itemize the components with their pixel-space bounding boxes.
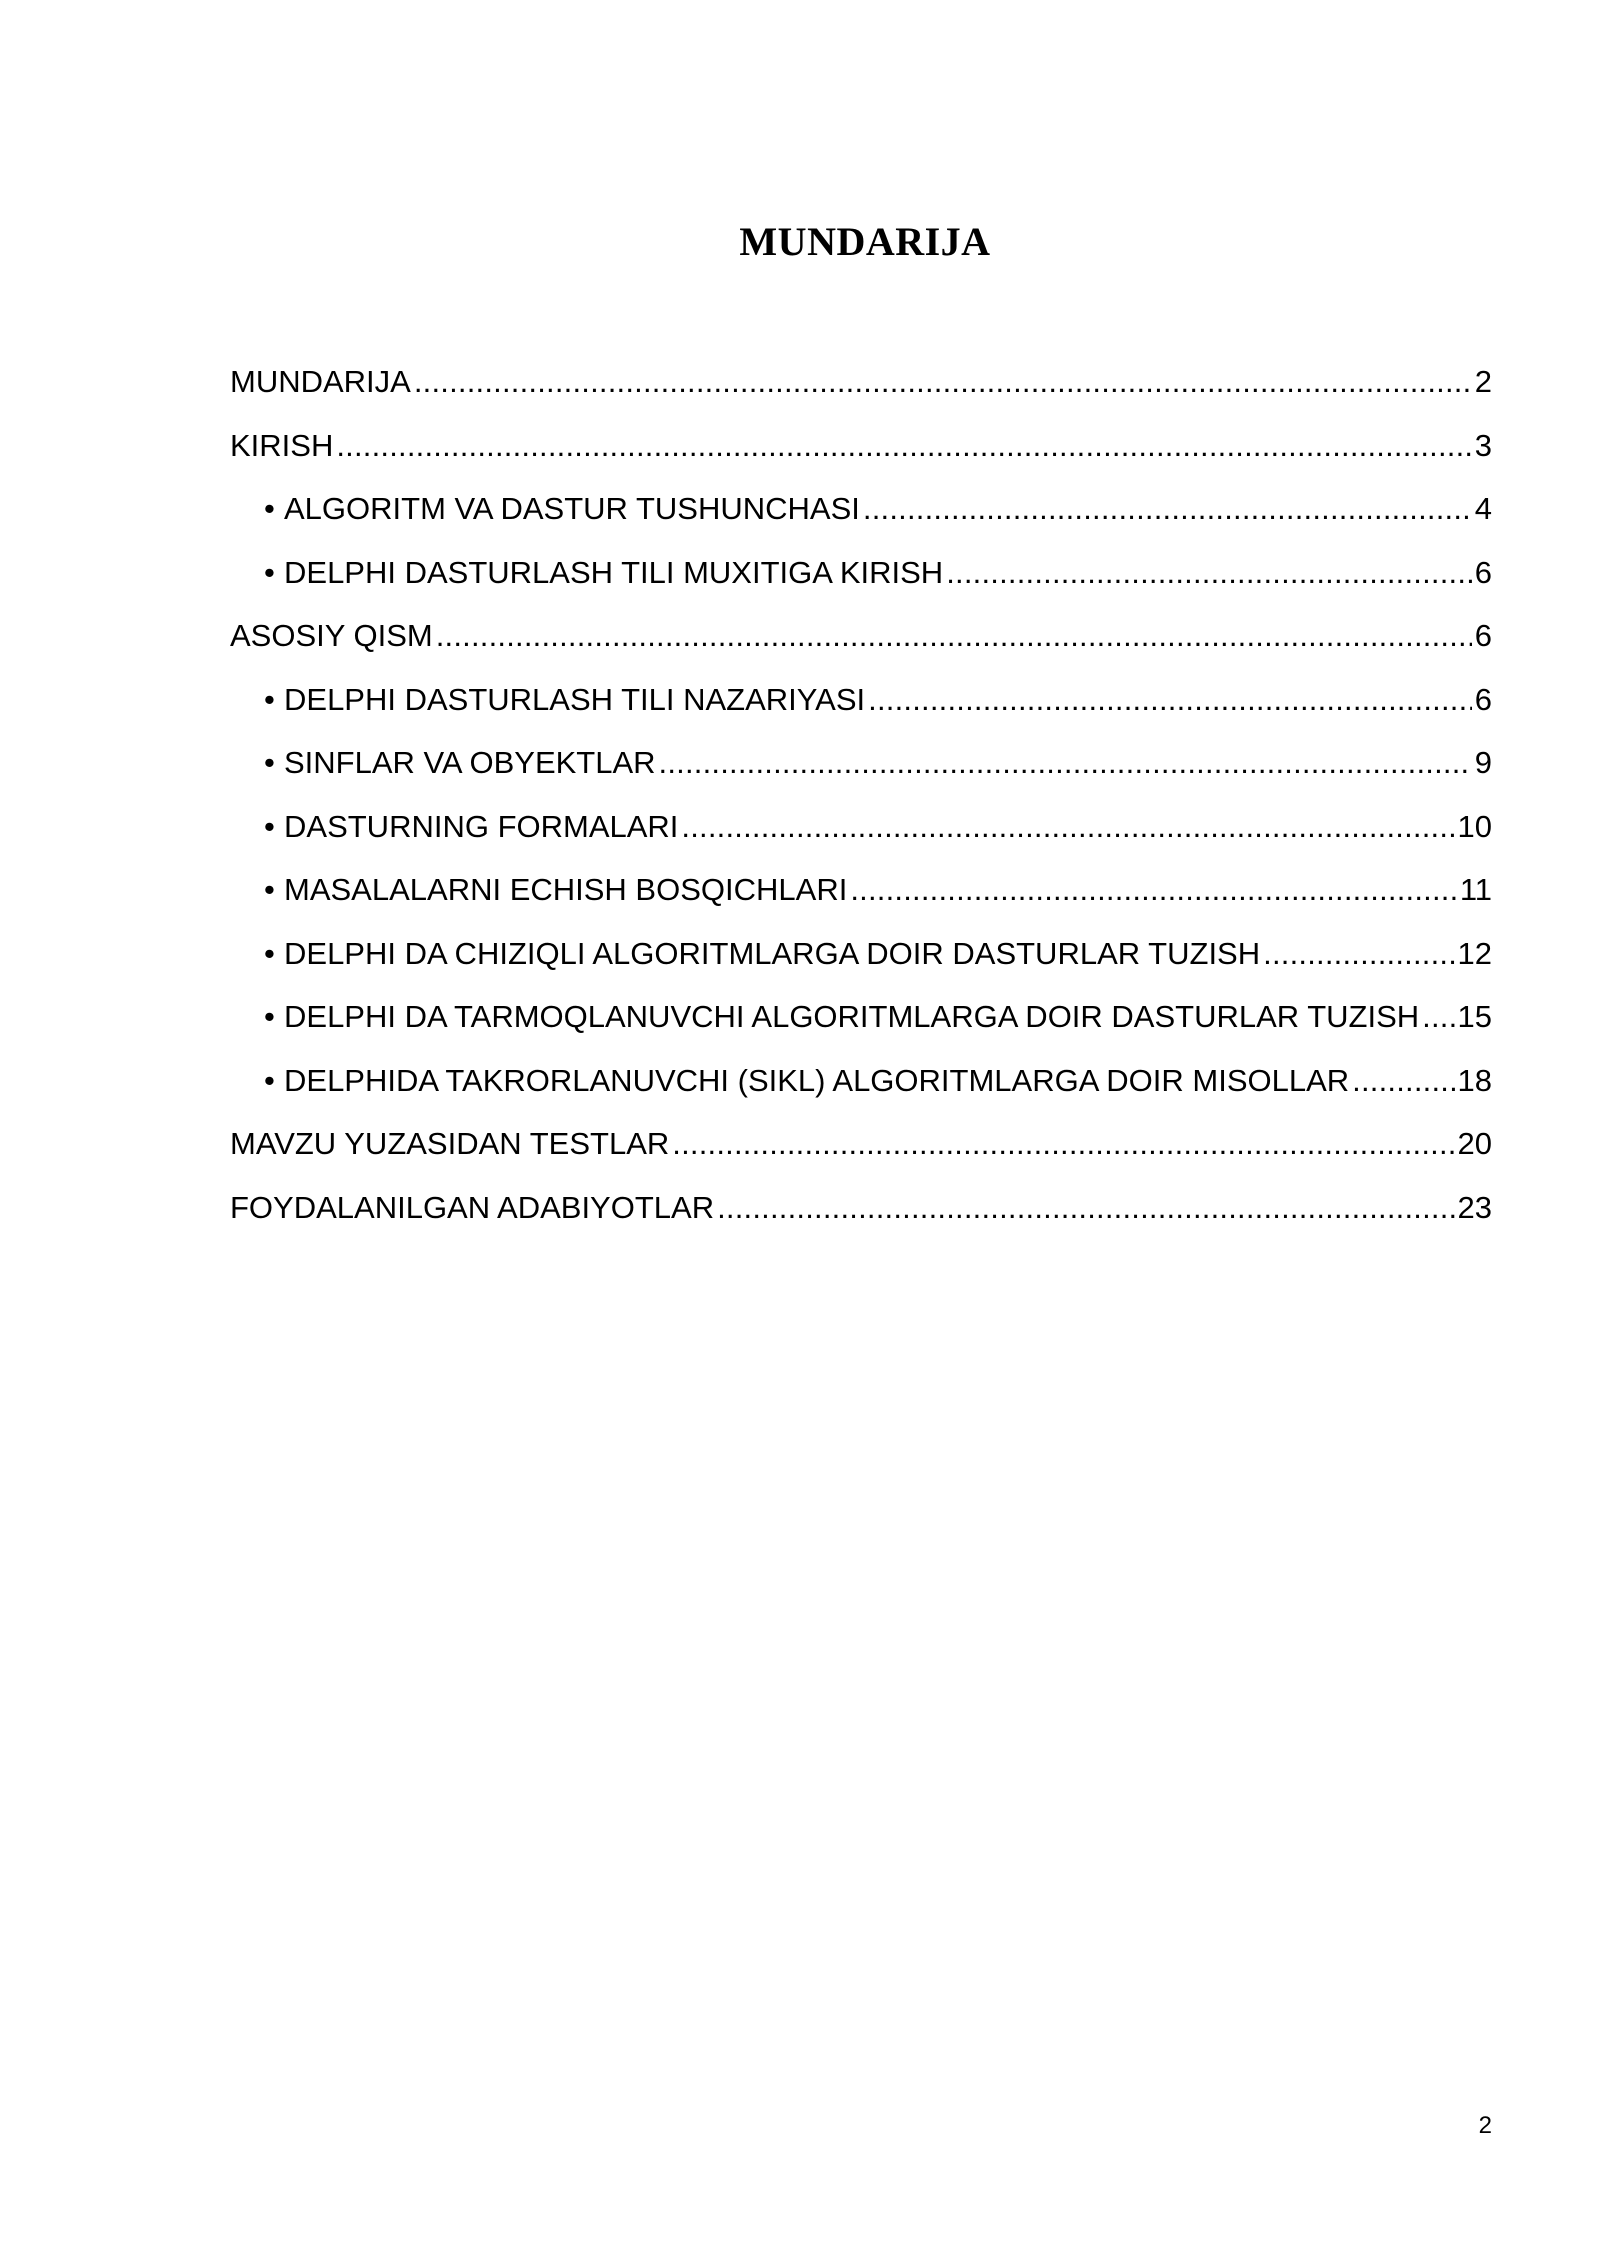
toc-entry-page-number: 9: [1474, 745, 1492, 780]
toc-entry-label: KIRISH: [230, 427, 334, 463]
toc-entry-page-number: 3: [1474, 427, 1492, 463]
toc-entry[interactable]: [230, 1112, 1492, 1176]
toc-entry-page-number: 6: [1474, 618, 1492, 653]
toc-entry-label: MAVZU YUZASIDAN TESTLAR: [230, 1126, 670, 1161]
toc-entry-label: ALGORITM VA DASTUR TUSHUNCHASI: [284, 491, 860, 526]
toc-entry-page-number: 2: [1474, 364, 1492, 399]
toc-entry-label: ASOSIY QISM: [230, 618, 433, 653]
toc-entry[interactable]: [230, 795, 1492, 859]
dot-leader: [414, 350, 1472, 414]
bullet-icon: •: [264, 808, 275, 844]
toc-entry-page-number: 12: [1457, 935, 1492, 971]
toc-entry[interactable]: [230, 668, 1492, 732]
page-number: 2: [1478, 2112, 1492, 2139]
toc-entry-label: DASTURNING FORMALARI: [284, 808, 679, 844]
page-title: MUNDARIJA: [739, 219, 991, 264]
toc-entry-page-number: 6: [1474, 681, 1492, 717]
dot-leader: [672, 1112, 1454, 1176]
toc-entry-label: DELPHIDA TAKRORLANUVCHI (SIKL) ALGORITMLARGA DOIR MISOLLAR: [284, 1062, 1350, 1098]
bullet-icon: •: [264, 745, 275, 780]
dot-leader: [850, 858, 1456, 922]
toc-entry-label: MASALALARNI ECHISH BOSQICHLARI: [284, 872, 848, 907]
dot-leader: [863, 477, 1472, 541]
toc-entry[interactable]: [230, 731, 1492, 795]
toc-entry-label: FOYDALANILGAN ADABIYOTLAR: [230, 1189, 715, 1225]
toc-entry-page-number: 6: [1474, 554, 1492, 590]
bullet-icon: •: [264, 872, 275, 907]
toc-entry[interactable]: [230, 922, 1492, 986]
toc-entry-page-number: 23: [1457, 1189, 1492, 1225]
toc-entry[interactable]: [230, 1049, 1492, 1113]
toc-entry[interactable]: [230, 604, 1492, 668]
dot-leader: [1422, 985, 1454, 1049]
toc-entry[interactable]: [230, 541, 1492, 605]
toc-entry-label: DELPHI DA TARMOQLANUVCHI ALGORITMLARGA DOIR DASTURLAR TUZISH: [284, 999, 1420, 1034]
bullet-icon: •: [264, 1062, 275, 1098]
toc-entry-page-number: 4: [1474, 491, 1492, 526]
toc-entry[interactable]: [230, 858, 1492, 922]
toc-entry[interactable]: [230, 350, 1492, 414]
bullet-icon: •: [264, 491, 275, 526]
bullet-icon: •: [264, 999, 275, 1034]
bullet-icon: •: [264, 554, 275, 590]
dot-leader: [868, 668, 1472, 732]
dot-leader: [1352, 1049, 1454, 1113]
toc-entry-label: DELPHI DASTURLASH TILI NAZARIYASI: [284, 681, 866, 717]
toc-entry[interactable]: [230, 985, 1492, 1049]
bullet-icon: •: [264, 681, 275, 717]
toc-entry[interactable]: [230, 477, 1492, 541]
dot-leader: [946, 541, 1472, 605]
toc-entry-page-number: 15: [1457, 999, 1492, 1034]
table-of-contents: [230, 350, 1492, 1239]
toc-entry-page-number: 10: [1457, 808, 1492, 844]
toc-entry-label: DELPHI DA CHIZIQLI ALGORITMLARGA DOIR DASTURLAR TUZISH: [284, 935, 1261, 971]
toc-entry[interactable]: [230, 414, 1492, 478]
toc-entry-label: SINFLAR VA OBYEKTLAR: [284, 745, 656, 780]
toc-entry-label: DELPHI DASTURLASH TILI MUXITIGA KIRISH: [284, 554, 944, 590]
toc-entry-page-number: 20: [1457, 1126, 1492, 1161]
dot-leader: [1263, 922, 1454, 986]
dot-leader: [681, 795, 1454, 859]
dot-leader: [717, 1176, 1454, 1240]
dot-leader: [336, 414, 1471, 478]
toc-entry-page-number: 18: [1457, 1062, 1492, 1098]
dot-leader: [659, 731, 1472, 795]
dot-leader: [436, 604, 1472, 668]
bullet-icon: •: [264, 935, 275, 971]
toc-entry-page-number: 11: [1459, 872, 1492, 907]
toc-entry-label: MUNDARIJA: [230, 364, 411, 399]
toc-entry[interactable]: [230, 1176, 1492, 1240]
